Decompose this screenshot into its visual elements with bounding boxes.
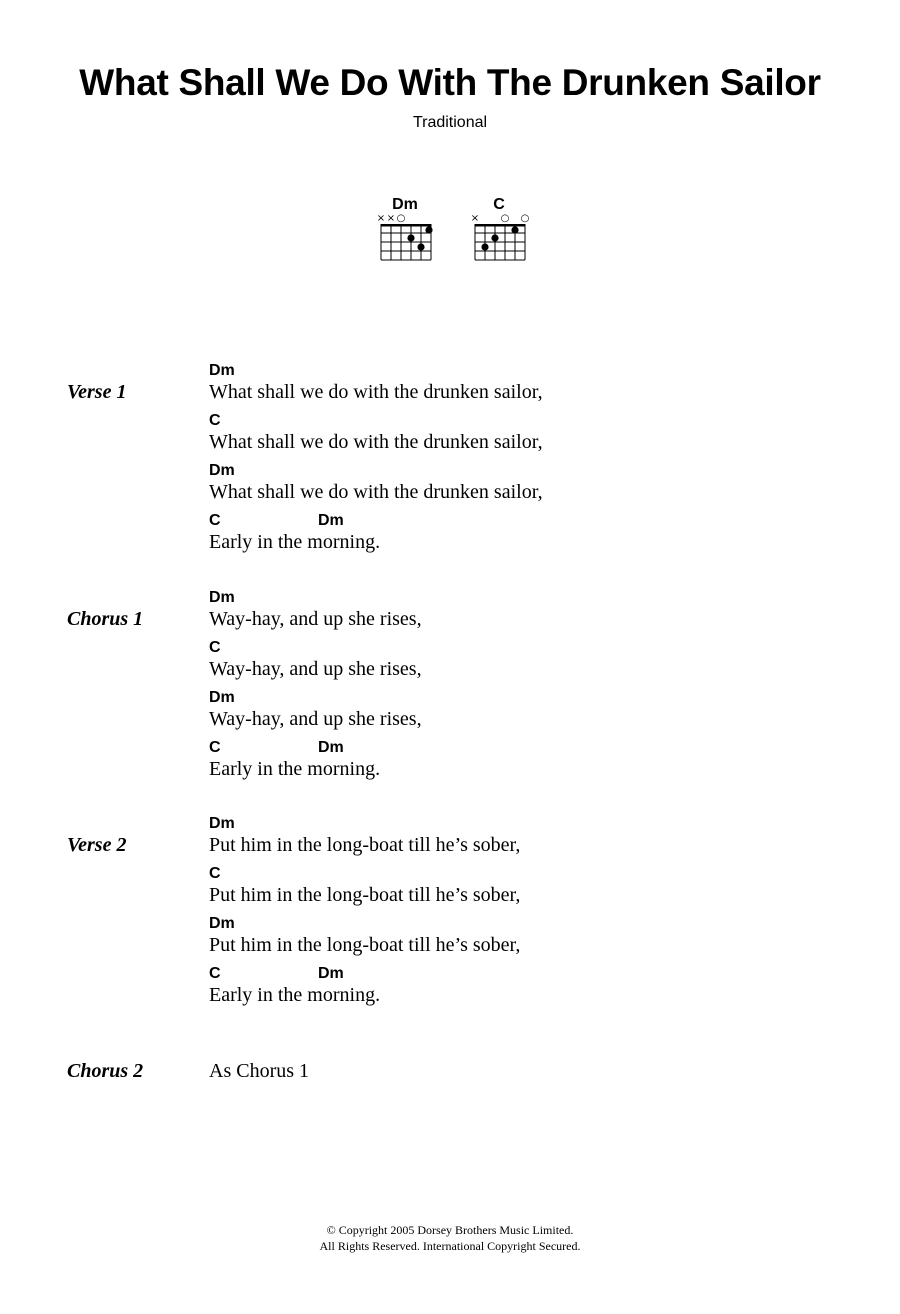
chord-diagram-name: Dm	[392, 196, 418, 213]
lyric-text: Early in the morning.	[209, 984, 381, 1006]
chord-grid-dm	[375, 214, 435, 268]
section-label: Verse 2	[67, 834, 127, 856]
lyric-line	[209, 462, 809, 512]
lyric-line	[209, 865, 809, 915]
lyric-text: What shall we do with the drunken sailor,	[209, 431, 543, 453]
repeat-instruction: As Chorus 1	[209, 1060, 310, 1082]
chord-label: C	[209, 739, 221, 756]
lyric-line	[209, 589, 809, 639]
string-marker: ○	[500, 214, 510, 224]
chord-label: Dm	[209, 815, 235, 832]
lyric-line	[209, 739, 809, 789]
chord-label: Dm	[209, 689, 235, 706]
chord-grid-c	[469, 214, 529, 268]
chord-label: C	[209, 412, 221, 429]
chord-label: C	[209, 512, 221, 529]
section-label: Verse 1	[67, 381, 127, 403]
finger-dot	[511, 226, 518, 233]
chord-label: Dm	[209, 589, 235, 606]
chord-label: C	[209, 865, 221, 882]
string-marker: ×	[376, 214, 386, 224]
lyric-text: Way-hay, and up she rises,	[209, 708, 422, 730]
section-lines	[209, 589, 809, 789]
lyric-line	[209, 915, 809, 965]
string-marker: ×	[470, 214, 480, 224]
section-label: Chorus 1	[67, 608, 144, 630]
composer: Traditional	[412, 114, 488, 131]
chord-label: C	[209, 639, 221, 656]
lyric-text: Put him in the long-boat till he’s sober,	[209, 884, 521, 906]
lyric-text: What shall we do with the drunken sailor,	[209, 481, 543, 503]
song-title: What Shall We Do With The Drunken Sailor	[79, 62, 821, 103]
lyric-text: Early in the morning.	[209, 531, 381, 553]
chord-label: Dm	[318, 965, 344, 982]
section-lines	[209, 362, 809, 562]
lyric-line	[209, 412, 809, 462]
lyric-line	[209, 362, 809, 412]
lyric-text: Early in the morning.	[209, 758, 381, 780]
lyric-line	[209, 689, 809, 739]
copyright-notice	[0, 1222, 900, 1254]
string-marker: ○	[520, 214, 529, 224]
finger-dot	[417, 243, 424, 250]
chord-label: C	[209, 965, 221, 982]
string-marker: ○	[396, 214, 406, 224]
lyric-line	[209, 815, 809, 865]
lyric-text: What shall we do with the drunken sailor,	[209, 381, 543, 403]
lyric-line	[209, 512, 809, 562]
chord-label: Dm	[318, 739, 344, 756]
lyric-line	[209, 639, 809, 689]
copyright-line: © Copyright 2005 Dorsey Brothers Music Limited.	[326, 1223, 574, 1237]
finger-dot	[481, 243, 488, 250]
lyric-text: Put him in the long-boat till he’s sober,	[209, 934, 521, 956]
chord-diagram-c	[469, 196, 529, 268]
lyric-line	[209, 965, 809, 1015]
lyric-text: Put him in the long-boat till he’s sober,	[209, 834, 521, 856]
chord-label: Dm	[209, 915, 235, 932]
chord-diagram-dm	[375, 196, 435, 268]
lyric-text: Way-hay, and up she rises,	[209, 608, 422, 630]
finger-dot	[491, 234, 498, 241]
chord-label: Dm	[209, 362, 235, 379]
string-marker: ×	[386, 214, 396, 224]
lyric-text: Way-hay, and up she rises,	[209, 658, 422, 680]
section-lines	[209, 815, 809, 1015]
chord-label: Dm	[318, 512, 344, 529]
finger-dot	[425, 226, 432, 233]
copyright-line: All Rights Reserved. International Copyright Secured.	[319, 1239, 581, 1253]
section-label: Chorus 2	[67, 1060, 144, 1082]
finger-dot	[407, 234, 414, 241]
chord-label: Dm	[209, 462, 235, 479]
chord-diagram-name: C	[493, 196, 505, 213]
